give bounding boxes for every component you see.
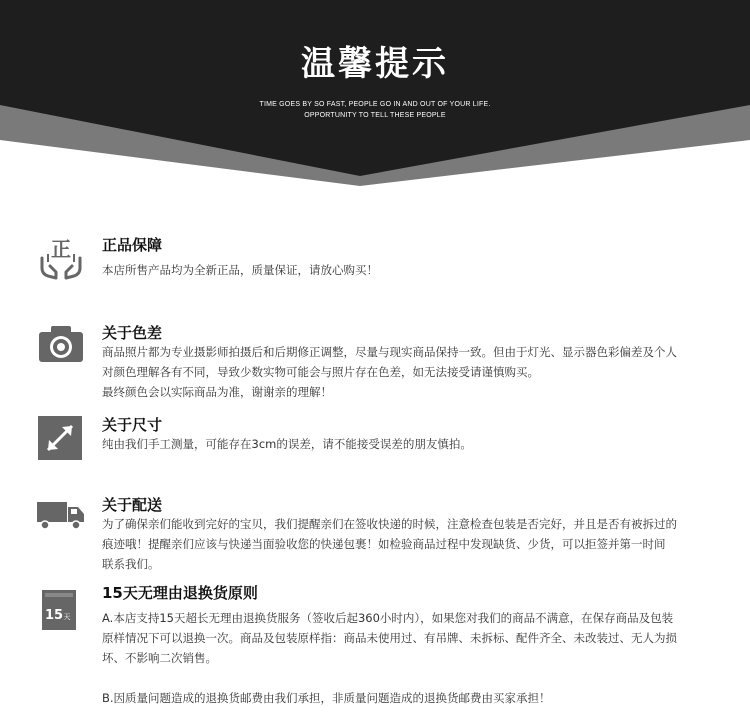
header-subtitle-line-1: TIME GOES BY SO FAST, PEOPLE GO IN AND OUT OF YOUR LIFE.: [259, 101, 491, 108]
section-line: A.本店支持15天超长无理由退换货服务（签收后起360小时内），如果您对我们的商品不满意，在保存商品及包装: [102, 611, 674, 625]
section-title: 关于色差: [102, 324, 163, 342]
section-body: [102, 608, 722, 708]
section-line: 坏、不影响二次销售。: [102, 651, 217, 665]
section-title: 15天无理由退换货原则: [102, 584, 258, 602]
section-body: [102, 514, 722, 574]
page-title: 温馨提示: [301, 44, 449, 84]
header-banner: [0, 0, 750, 190]
section-title: 关于配送: [102, 496, 163, 514]
calendar-15-days-icon: [36, 586, 86, 636]
header-subtitle-line-2: OPPORTUNITY TO TELL THESE PEOPLE: [304, 112, 446, 119]
section-title: 关于尺寸: [102, 416, 163, 434]
section-body: [102, 260, 722, 280]
section-line: 纯由我们手工测量，可能存在3cm的误差，请不能接受误差的朋友慎拍。: [102, 437, 472, 451]
resize-arrow-icon: [36, 414, 86, 464]
section-title: 正品保障: [102, 236, 163, 254]
section-line: 联系我们。: [102, 557, 160, 571]
section-line: 最终颜色会以实际商品为准，谢谢亲的理解！: [102, 385, 332, 399]
section-line-extra: B.因质量问题造成的退换货邮费由我们承担，非质量问题造成的退换货邮费由买家承担！: [102, 691, 551, 705]
svg-text:15: 15: [44, 608, 64, 623]
section-line: 为了确保亲们能收到完好的宝贝，我们提醒亲们在签收快递的时候，注意检查包装是否完好，并且是否有被拆过的: [102, 517, 677, 531]
section-body: [102, 342, 722, 402]
section-line: 商品照片都为专业摄影师拍摄后和后期修正调整，尽量与现实商品保持一致。但由于灯光、显示器色彩偏差及个人: [102, 345, 677, 359]
header-background: [0, 0, 750, 190]
section-body: [102, 434, 722, 454]
svg-text:正: 正: [51, 237, 71, 261]
section-line: 原样情况下可以退换一次。商品及包装原样指：商品未使用过、有吊牌、未拆标、配件齐全、未改装过、无人为损: [102, 631, 677, 645]
section-line: 本店所售产品均为全新正品，质量保证，请放心购买！: [102, 263, 378, 277]
section-line: 痕迹哦！提醒亲们应该与快递当面验收您的快递包裹！如检验商品过程中发现缺货、少货，可以拒签并第一时间: [102, 537, 666, 551]
svg-text:天: 天: [63, 613, 71, 621]
section-line: 对颜色理解各有不同，导致少数实物可能会与照片存在色差，如无法接受请谨慎购买。: [102, 365, 539, 379]
camera-icon: [36, 320, 86, 370]
genuine-hands-icon: [36, 232, 86, 282]
delivery-truck-icon: [36, 492, 86, 542]
